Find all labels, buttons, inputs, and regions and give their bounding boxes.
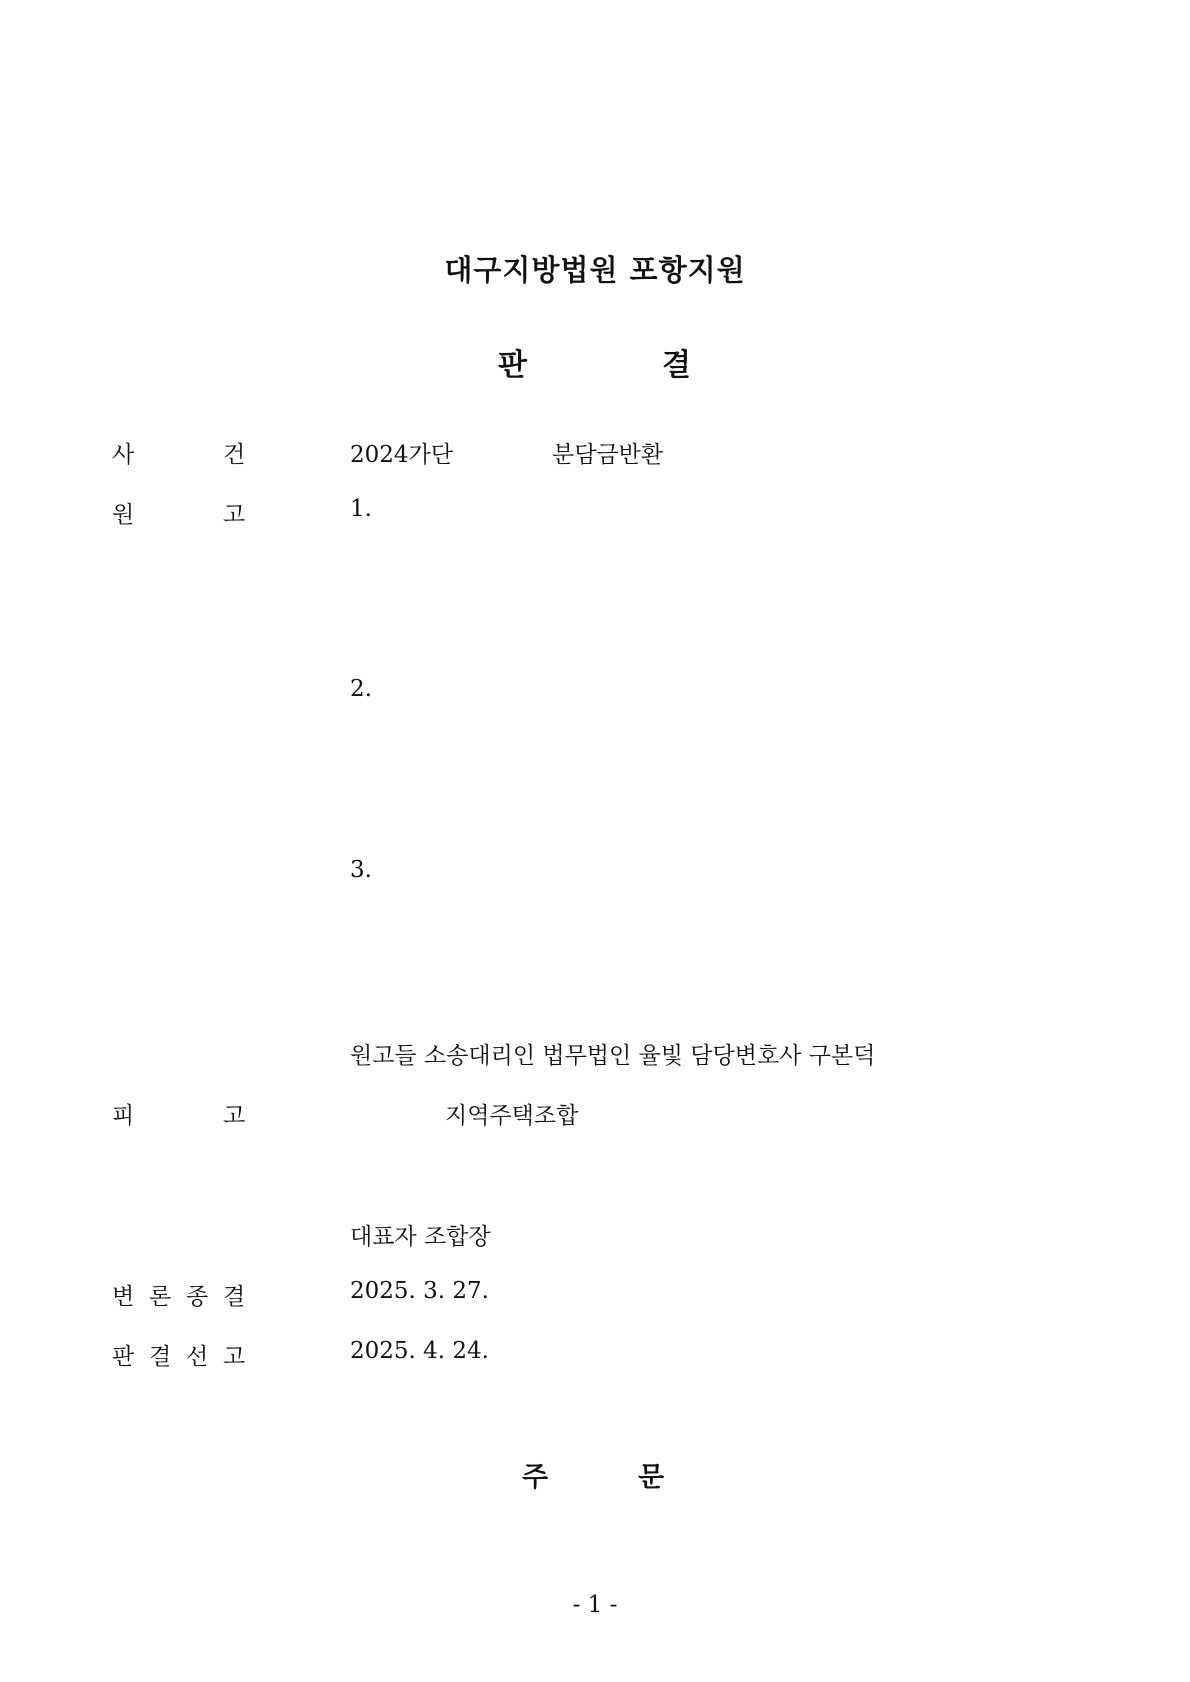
court-name: 대구지방법원 포항지원 [444, 253, 746, 287]
defendant-name: 지역주택조합 [445, 1103, 579, 1129]
doc-title-char-1: 판 [498, 348, 527, 383]
order-title-char-1: 주 [522, 1462, 549, 1493]
closing-label-char: 론 [149, 1284, 172, 1310]
plaintiff-label-char: 고 [223, 502, 246, 528]
sentence-label-char: 판 [112, 1344, 135, 1370]
sentence-label-char: 고 [223, 1344, 246, 1370]
plaintiff-item-3: 3. [350, 857, 372, 883]
sentence-date: 2025. 4. 24. [350, 1338, 489, 1364]
plaintiff-item-1: 1. [350, 496, 372, 522]
defendant-representative: 대표자 조합장 [350, 1224, 491, 1250]
case-name: 분담금반환 [552, 442, 664, 468]
closing-date: 2025. 3. 27. [350, 1278, 489, 1304]
case-number: 2024가단 [350, 442, 453, 468]
defendant-label-char: 피 [112, 1103, 135, 1129]
plaintiff-item-2: 2. [350, 676, 372, 702]
doc-title-char-2: 결 [662, 348, 691, 383]
sentence-label-char: 선 [186, 1344, 209, 1370]
closing-label-char: 결 [223, 1284, 246, 1310]
plaintiff-counsel: 원고들 소송대리인 법무법인 율빛 담당변호사 구본덕 [350, 1043, 876, 1069]
plaintiff-label-char: 원 [112, 502, 135, 528]
sentence-label-char: 결 [149, 1344, 172, 1370]
case-label-char: 사 [112, 442, 135, 468]
closing-label-char: 종 [186, 1284, 209, 1310]
page-number: - 1 - [572, 1592, 618, 1618]
case-label-char: 건 [223, 442, 246, 468]
closing-label-char: 변 [112, 1284, 135, 1310]
order-title-char-2: 문 [638, 1462, 665, 1493]
defendant-label-char: 고 [223, 1103, 246, 1129]
